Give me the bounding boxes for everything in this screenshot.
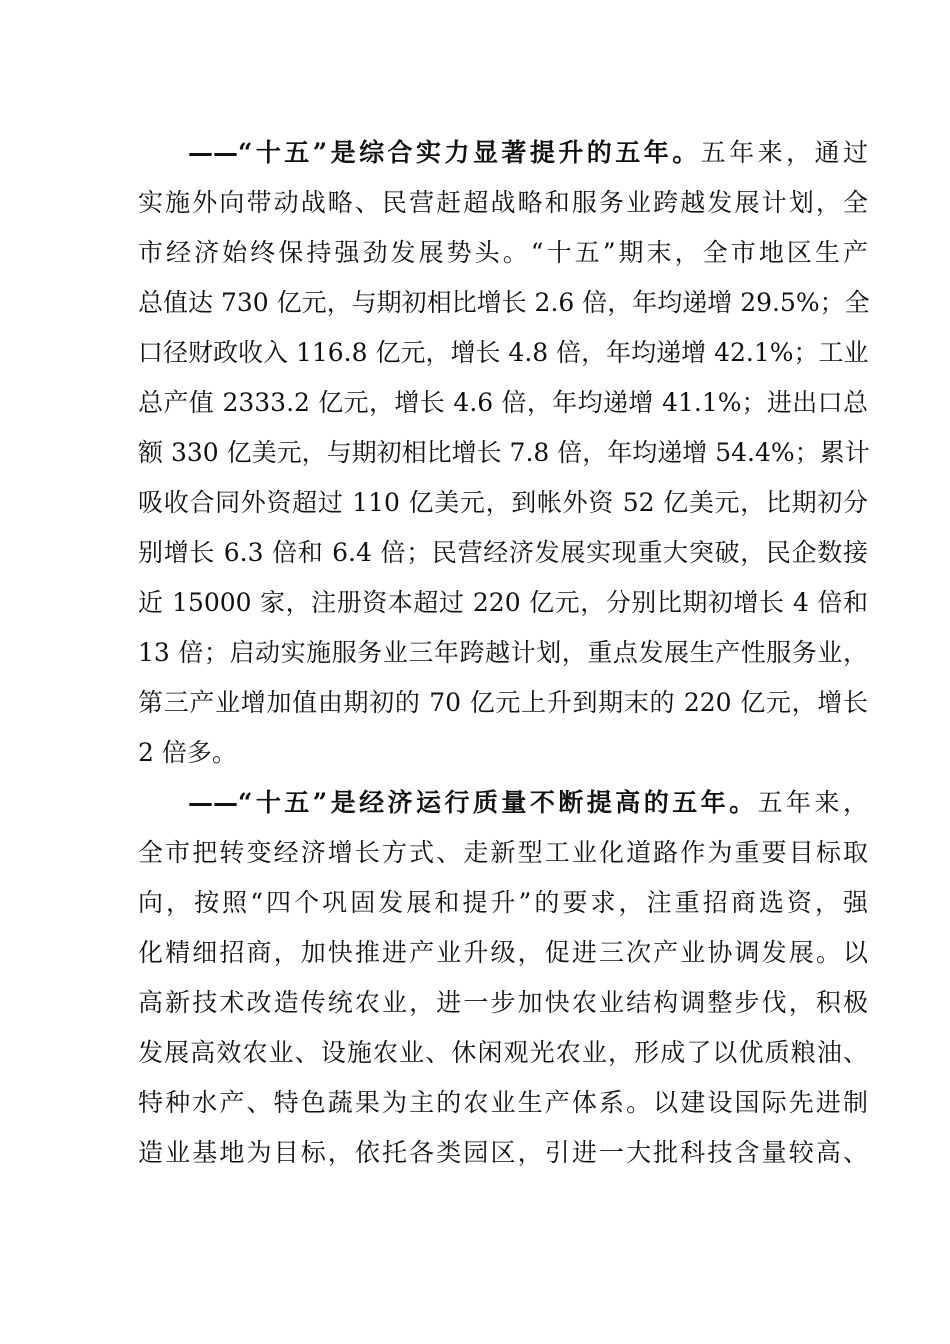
paragraph-1-line-9: 别增长 6.3 倍和 6.4 倍；民营经济发展实现重大突破，民企数接: [138, 538, 868, 567]
paragraph-1-line-12: 第三产业增加值由期初的 70 亿元上升到期末的 220 亿元，增长: [138, 688, 868, 717]
document-body: [138, 128, 868, 1178]
paragraph-2-line-6: 发展高效农业、设施农业、休闲观光农业，形成了以优质粮油、: [138, 1038, 868, 1067]
paragraph-2-line-5: 高新技术改造传统农业，进一步加快农业结构调整步伐，积极: [138, 988, 868, 1017]
paragraph-2-line-3: 向，按照“四个巩固发展和提升”的要求，注重招商选资，强: [138, 888, 868, 917]
paragraph-1-line-1: [138, 128, 868, 178]
paragraph-1-line-4: 总值达 730 亿元，与期初相比增长 2.6 倍，年均递增 29.5%；全: [138, 288, 870, 317]
paragraph-1-heading: ——“十五”是综合实力显著提升的五年。: [188, 138, 701, 167]
paragraph-1-line-3: 市经济始终保持强劲发展势头。“十五”期末，全市地区生产: [138, 238, 868, 267]
paragraph-2-heading: ——“十五”是经济运行质量不断提高的五年。: [188, 788, 758, 817]
paragraph-2-line-7: 特种水产、特色蔬果为主的农业生产体系。以建设国际先进制: [138, 1088, 868, 1117]
paragraph-1-line-6: 总产值 2333.2 亿元，增长 4.6 倍，年均递增 41.1%；进出口总: [138, 388, 868, 417]
paragraph-2-line-4: 化精细招商，加快推进产业升级，促进三次产业协调发展。以: [138, 938, 868, 967]
paragraph-1-line-8: 吸收合同外资超过 110 亿美元，到帐外资 52 亿美元，比期初分: [138, 488, 868, 517]
paragraph-2-line-1-text: 五年来，: [757, 788, 868, 817]
paragraph-2-line-8: 造业基地为目标，依托各类园区，引进一大批科技含量较高、: [138, 1138, 868, 1167]
paragraph-1-line-10: 近 15000 家，注册资本超过 220 亿元，分别比期初增长 4 倍和: [138, 588, 868, 617]
paragraph-2-line-1: [138, 778, 868, 828]
paragraph-1-line-2: 实施外向带动战略、民营赶超战略和服务业跨越发展计划，全: [138, 188, 868, 217]
paragraph-1-line-11: 13 倍；启动实施服务业三年跨越计划，重点发展生产性服务业，: [138, 638, 868, 667]
paragraph-1-line-1-text: 五年来，通过: [700, 138, 868, 167]
paragraph-1-line-13: 2 倍多。: [138, 738, 237, 767]
paragraph-1-line-7: 额 330 亿美元，与期初相比增长 7.8 倍，年均递增 54.4%；累计: [138, 438, 870, 467]
paragraph-2-line-2: 全市把转变经济增长方式、走新型工业化道路作为重要目标取: [138, 838, 868, 867]
paragraph-1-line-5: 口径财政收入 116.8 亿元，增长 4.8 倍，年均递增 42.1%；工业: [138, 338, 869, 367]
